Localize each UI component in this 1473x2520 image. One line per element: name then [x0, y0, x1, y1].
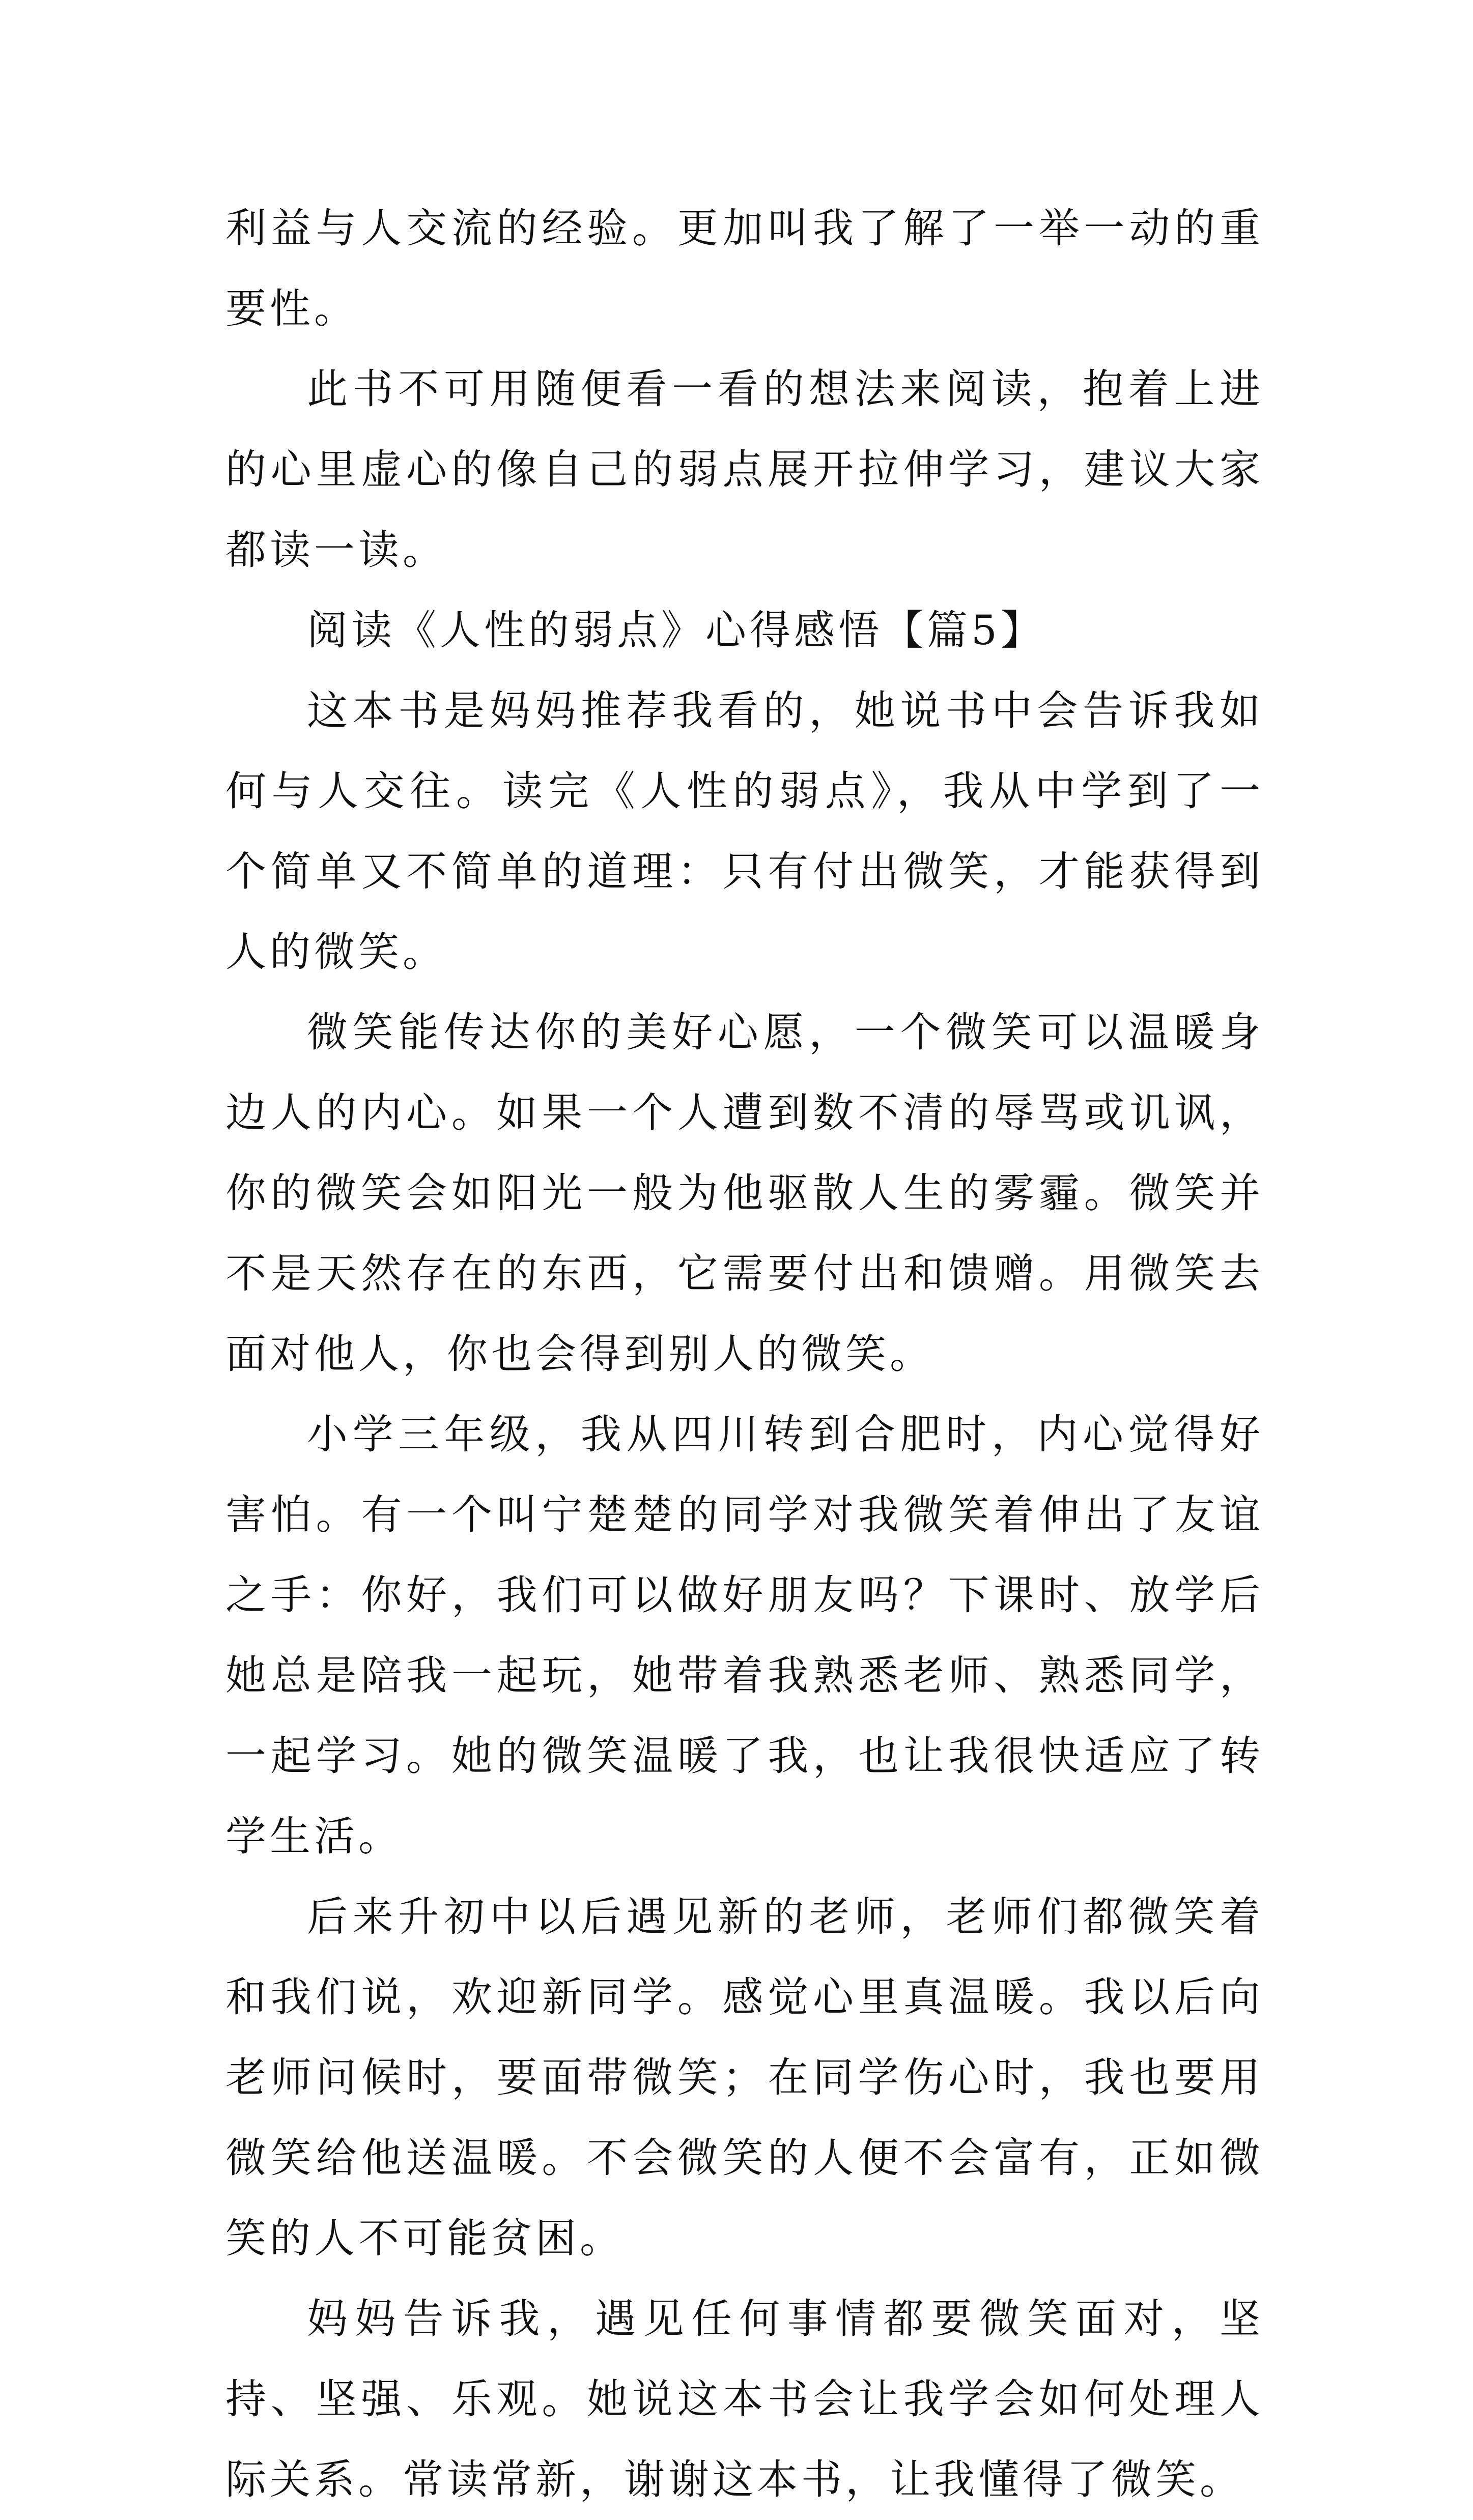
paragraph: 妈妈告诉我，遇见任何事情都要微笑面对，坚持、坚强、乐观。她说这本书会让我学会如何处理人际关系。常读常新，谢谢这本书，让我懂得了微笑。: [225, 2295, 1264, 2503]
paragraph: 此书不可用随便看一看的想法来阅读，抱着上进的心里虚心的像自己的弱点展开拉伸学习，建议大家都读一读。: [225, 365, 1264, 574]
section-title: 阅读《人性的弱点》心得感悟【篇5】: [307, 607, 1045, 654]
paragraph: 后来升初中以后遇见新的老师，老师们都微笑着和我们说，欢迎新同学。感觉心里真温暖。我以后向老师问候时，要面带微笑；在同学伤心时，我也要用微笑给他送温暖。不会微笑的人便不会富有，正如微笑的人不可能贫困。: [225, 1893, 1264, 2262]
document-body: [225, 188, 1264, 2520]
paragraph: 小学三年级，我从四川转到合肥时，内心觉得好害怕。有一个叫宁楚楚的同学对我微笑着伸出了友谊之手：你好，我们可以做好朋友吗？下课时、放学后她总是陪我一起玩，她带着我熟悉老师、熟悉同学，一起学习。她的微笑温暖了我，也让我很快适应了转学生活。: [225, 1411, 1264, 1860]
paragraph: 微笑能传达你的美好心愿，一个微笑可以温暖身边人的内心。如果一个人遭到数不清的辱骂或讥讽，你的微笑会如阳光一般为他驱散人生的雾霾。微笑并不是天然存在的东西，它需要付出和馈赠。用微笑去面对他人，你也会得到别人的微笑。: [225, 1009, 1264, 1378]
paragraph-continued: 利益与人交流的经验。更加叫我了解了一举一动的重要性。: [225, 205, 1264, 332]
paragraph: 这本书是妈妈推荐我看的，她说书中会告诉我如何与人交往。读完《人性的弱点》，我从中学到了一个简单又不简单的道理：只有付出微笑，才能获得到人的微笑。: [225, 687, 1264, 976]
